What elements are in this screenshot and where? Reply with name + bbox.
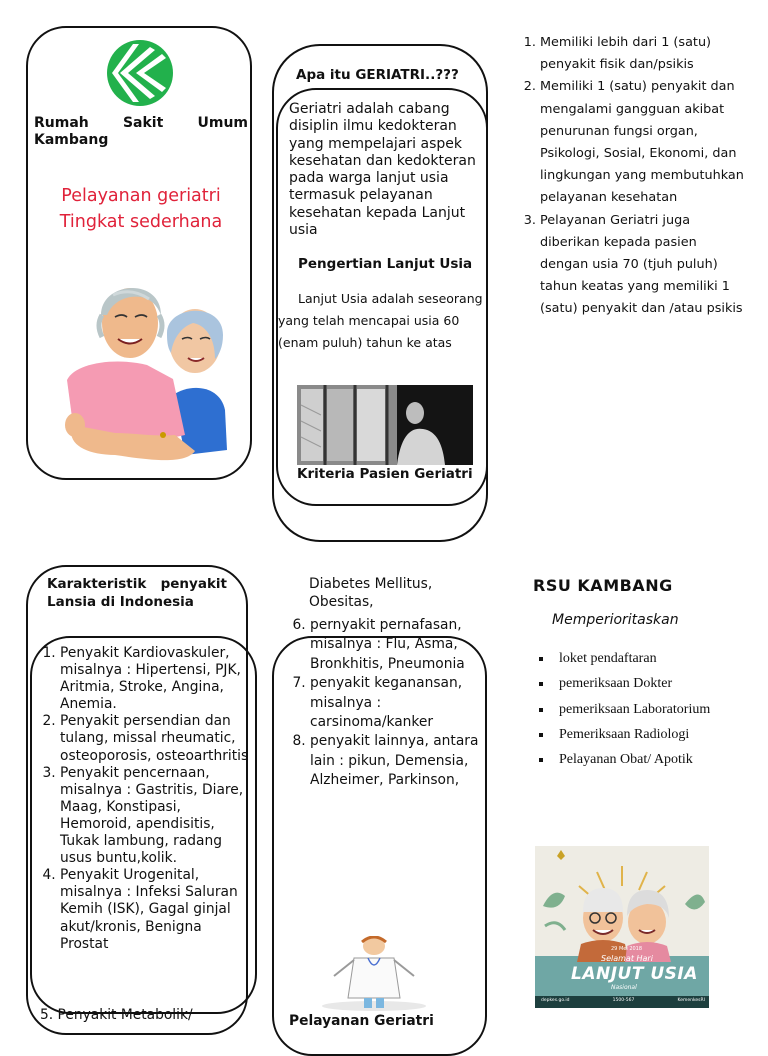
lansia-definition: Lanjut Usia adalah seseorang yang telah mencapai usia 60 (enam puluh) tahun ke atas	[278, 291, 483, 350]
lansia-title: Pengertian Lanjut Usia	[298, 256, 473, 272]
priority-subtitle: Memperioritaskan	[552, 612, 679, 628]
disease-item: 4. Penyakit Urogenital, misalnya : Infeksi Saluran Kemih (ISK), Gagal ginjal akut/kronis, Benigna Prostat	[60, 867, 252, 952]
hospital-logo	[106, 38, 174, 108]
doctor-illustration	[314, 936, 434, 1012]
poster-footer-url: depkes.go.id	[541, 998, 570, 1003]
disease-item: 8. penyakit lainnya, antara lain : pikun, Demensia, Alzheimer, Parkinson,	[310, 732, 488, 790]
service-item: ▪ Pemeriksaan Radiologi	[553, 722, 755, 747]
disease-item-cut: 5. Penyakit Metabolik/	[40, 1007, 193, 1023]
hospital-name: Rumah Sakit Umum Kambang	[34, 115, 248, 148]
brochure-title-line1: Pelayanan geriatri	[61, 186, 221, 206]
disease-item: 2. Penyakit persendian dan tulang, missal rheumatic, osteoporosis, osteoarthritis	[60, 713, 252, 764]
disease-item: 1. Penyakit Kardiovaskuler, misalnya : Hipertensi, PJK, Aritmia, Stroke, Angina, Anemia.	[60, 645, 252, 713]
karakteristik-title: Karakteristik penyakit Lansia di Indonesia	[47, 576, 227, 610]
disease-item: 6. pernyakit pernafasan, misalnya : Flu, Asma, Bronkhitis, Pneumonia	[310, 616, 488, 674]
services-list	[535, 646, 755, 772]
question-title: Apa itu GERIATRI..???	[296, 67, 459, 83]
criteria-list	[520, 32, 745, 321]
service-item: ▪ loket pendaftaran	[553, 646, 755, 671]
service-item: ▪ pemeriksaan Dokter	[553, 671, 755, 696]
poster-subheadline: Nasional	[611, 984, 637, 991]
elderly-couple-illustration	[55, 275, 233, 475]
service-item: ▪ Pelayanan Obat/ Apotik	[553, 747, 755, 772]
lanjut-usia-poster	[535, 846, 709, 1008]
poster-footer-handle: KemenkesRI	[677, 998, 705, 1003]
disease-item: 7. penyakit keganansan, misalnya : carsinoma/kanker	[310, 674, 488, 732]
disease-item: 3. Penyakit pencernaan, misalnya : Gastritis, Diare, Maag, Konstipasi, Hemoroid, apendisitis, Tukak lambung, radang usus buntu,kolik.	[60, 765, 252, 868]
poster-footer	[541, 998, 705, 1003]
disease-continued-text: Diabetes Mellitus, Obesitas,	[309, 576, 433, 610]
pelayanan-geriatri-footer: Pelayanan Geriatri	[289, 1013, 434, 1029]
service-item: ▪ pemeriksaan Laboratorium	[553, 697, 755, 722]
poster-footer-phone: 1500-567	[612, 998, 635, 1003]
criteria-item: 2. Memiliki 1 (satu) penyakit dan mengalami gangguan akibat penurunan fungsi organ, Psikologi, Sosial, Ekonomi, dan lingkungan yang membutuhkan pelayanan kesehatan	[540, 76, 745, 209]
kriteria-title: Kriteria Pasien Geriatri	[297, 466, 473, 482]
brochure-title-line2: Tingkat sederhana	[59, 212, 223, 232]
disease-list-continued	[290, 616, 488, 791]
brochure-title	[30, 183, 252, 235]
elderly-window-photo	[297, 385, 473, 465]
criteria-item: 1. Memiliki lebih dari 1 (satu) penyakit fisik dan/psikis	[540, 32, 745, 76]
geriatri-definition: Geriatri adalah cabang disiplin ilmu kedokteran yang mempelajari aspek kesehatan dan kedokteran pada warga lanjut usia termasuk pelayanan kesehatan kepada Lanjut usia	[289, 101, 476, 239]
poster-greeting: Selamat Hari	[601, 954, 653, 963]
disease-list	[40, 645, 252, 953]
criteria-item: 3. Pelayanan Geriatri juga diberikan kepada pasien dengan usia 70 (tjuh puluh) tahun keatas yang memiliki 1 (satu) penyakit dan /atau psikis	[540, 210, 745, 321]
poster-date: 29 Mei 2018	[611, 946, 643, 952]
rsu-title: RSU KAMBANG	[533, 576, 673, 595]
poster-headline: LANJUT USIA	[571, 964, 698, 984]
